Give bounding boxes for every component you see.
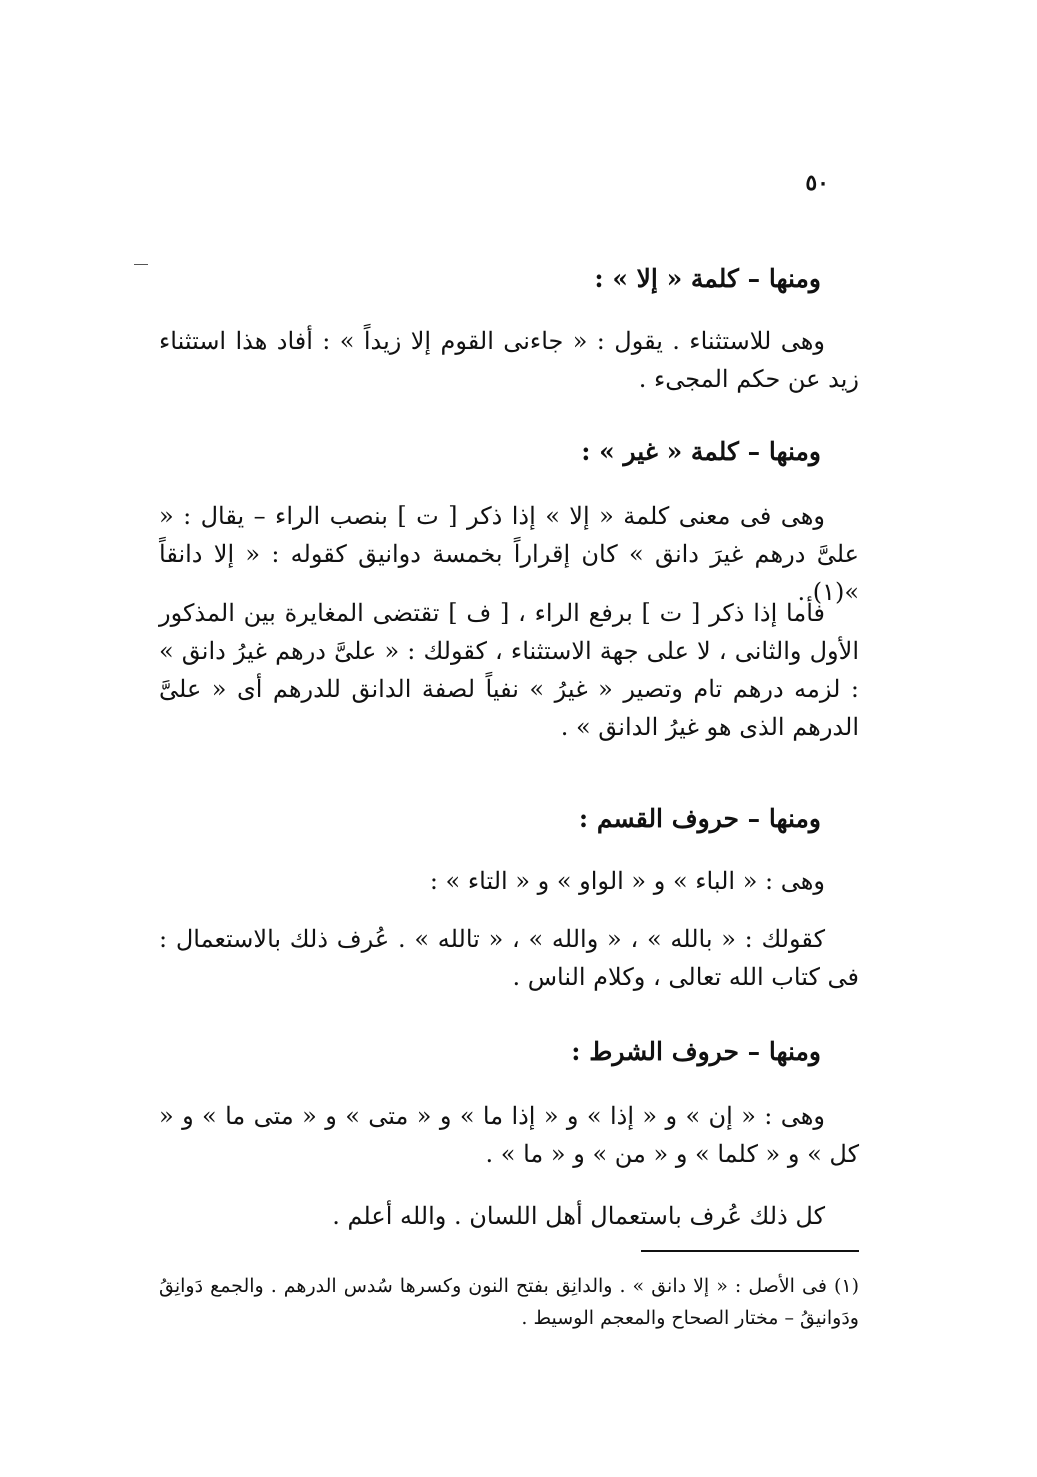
paragraph: وهى : « الباء » و « الواو » و « التاء » : <box>429 867 825 895</box>
footnote: (١) فى الأصل : « إلا دانق » . والدانِق بفتح النون وكسرها سُدس الدرهم . والجمع دَوانِقُ ودَوانيقُ – مختار الصحاح والمعجم الوسيط . <box>159 1275 859 1329</box>
section-heading: ومنها – حروف الشرط : <box>571 1037 821 1066</box>
section-heading: ومنها – كلمة « إلا » : <box>594 264 821 293</box>
scan-mark <box>134 264 148 265</box>
paragraph: فأما إذا ذكر [ ت ] برفع الراء ، [ ف ] تقتضى المغايرة بين المذكور الأول والثانى ، لا على جهة الاستثناء ، كقولك : « علىَّ درهم غيرُ دانق » : لزمه درهم تام وتصير « غيرُ » نفياً لصفة الدانق للدرهم أى « علىَّ الدرهم الذى هو غيرُ الدانق » . <box>159 599 859 741</box>
paragraph: وهى : « إن » و « إذا » و « إذا ما » و « متى » و « متى ما » و « كل » و « كلما » و « من » و « ما » . <box>159 1102 859 1168</box>
section-heading: ومنها – حروف القسم : <box>578 804 821 833</box>
paragraph: كقولك : « بالله » ، « والله » ، « تالله » . عُرف ذلك بالاستعمال : فى كتاب الله تعالى ، وكلام الناس . <box>159 925 859 991</box>
section-ghayr <box>159 435 859 469</box>
paragraph: وهى للاستثناء . يقول : « جاءنى القوم إلا زيداً » : أفاد هذا استثناء زيد عن حكم المجىء . <box>159 327 859 393</box>
section-shart <box>159 1035 859 1069</box>
paragraph: وهى فى معنى كلمة « إلا » إذا ذكر [ ت ] بنصب الراء – يقال : « علىَّ درهم غيرَ دانق » كان إقراراً بخمسة دوانيق كقوله : « إلا دانقاً »(١) . <box>159 502 859 606</box>
section-heading: ومنها – كلمة « غير » : <box>581 437 821 466</box>
section-ghayr-body-2 <box>159 594 859 746</box>
section-qasam-body-2 <box>159 920 859 996</box>
page-number: ٥٠ <box>805 170 829 196</box>
section-shart-body-1 <box>159 1097 859 1173</box>
section-illa <box>159 262 859 296</box>
footnote-divider <box>641 1250 859 1252</box>
section-qasam <box>159 802 859 836</box>
section-qasam-body-1 <box>159 862 859 900</box>
section-illa-body <box>159 322 859 398</box>
section-shart-body-2 <box>159 1197 859 1235</box>
paragraph: كل ذلك عُرف باستعمال أهل اللسان . والله أعلم . <box>332 1202 825 1230</box>
